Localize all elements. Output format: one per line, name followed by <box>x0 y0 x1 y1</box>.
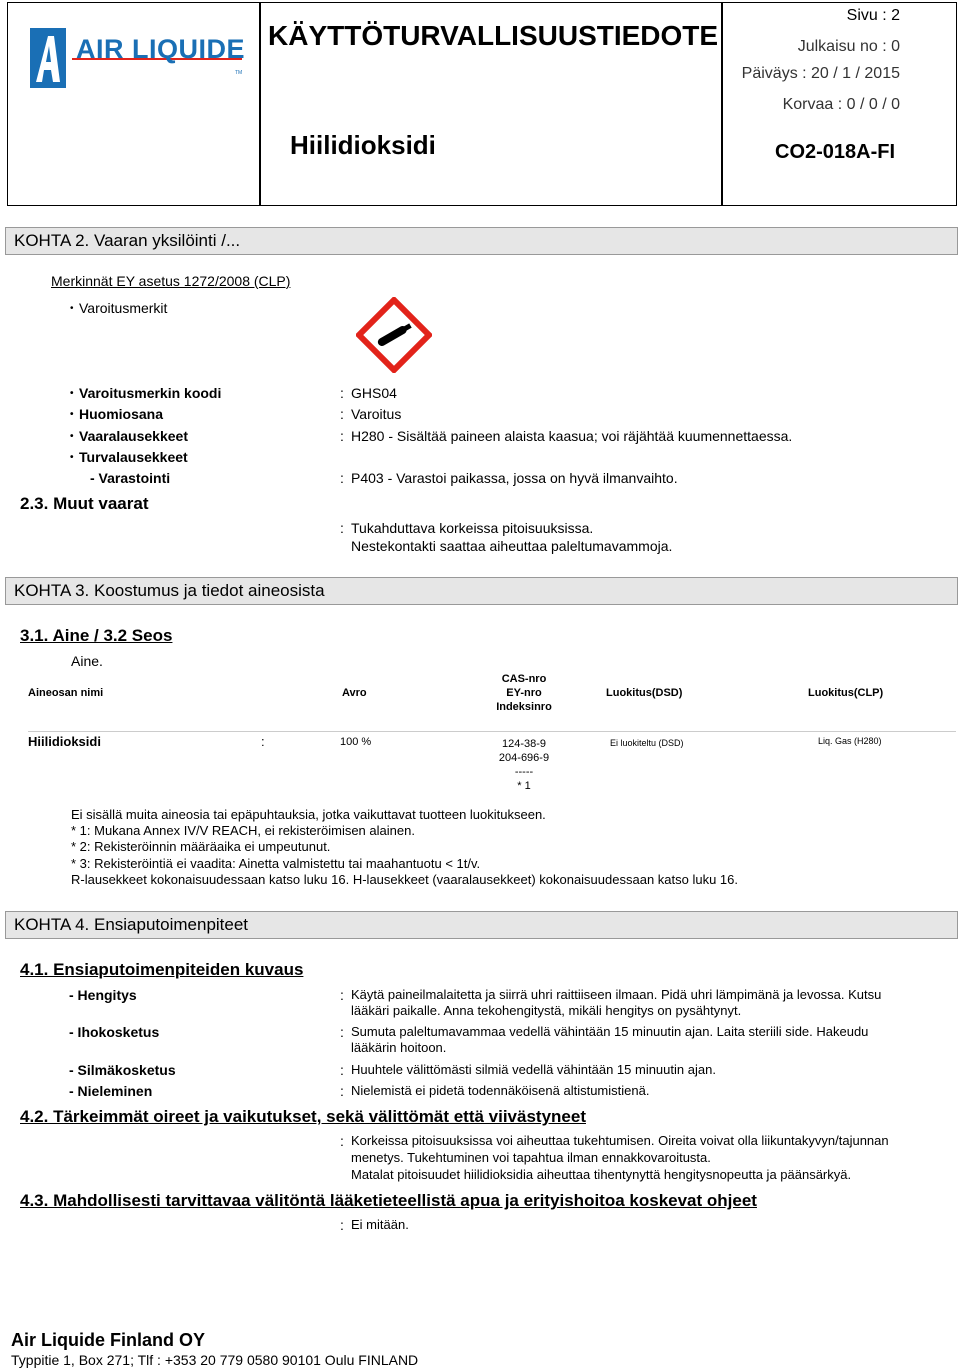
value-pictogram-code: GHS04 <box>351 385 397 401</box>
colon: : <box>340 428 344 444</box>
section-3-bar: KOHTA 3. Koostumus ja tiedot aineosista <box>5 577 958 605</box>
issue-date: Päiväys : 20 / 1 / 2015 <box>741 65 900 82</box>
ghs04-gas-cylinder-icon <box>356 297 432 373</box>
component-cas: 124-38-9 <box>501 738 547 750</box>
component-colon: : <box>261 734 265 749</box>
page-number: Sivu : 2 <box>846 7 900 24</box>
col-header-name: Aineosan nimi <box>28 687 104 699</box>
air-liquide-logo <box>30 28 245 88</box>
colon: : <box>340 1133 344 1149</box>
label-inhalation: - Hengitys <box>69 987 137 1003</box>
inhalation-text: lääkäri paikalle. Anna tekohengitystä, mikäli hengitys on pysähtynyt. <box>351 1003 742 1018</box>
clp-heading: Merkinnät EY asetus 1272/2008 (CLP) <box>51 273 291 289</box>
product-name: Hiilidioksidi <box>290 130 436 160</box>
composition-note: * 3: Rekisteröintiä ei vaadita: Ainetta valmistettu tai maahantuotu < 1t/v. <box>71 856 481 871</box>
first-aid-heading: 4.1. Ensiaputoimenpiteiden kuvaus <box>20 960 304 979</box>
edition-number: Julkaisu no : 0 <box>797 38 900 55</box>
document-title: KÄYTTÖTURVALLISUUSTIEDOTE <box>268 20 719 51</box>
col-header-dsd: Luokitus(DSD) <box>606 687 683 699</box>
label-storage: - Varastointi <box>90 470 171 486</box>
colon: : <box>340 385 344 401</box>
footer-company: Air Liquide Finland OY <box>11 1330 206 1350</box>
medical-attention-heading: 4.3. Mahdollisesti tarvittavaa välitöntä lääketieteellistä apua ja erityishoitoa koskevat ohjeet <box>20 1191 757 1210</box>
table-divider <box>28 731 956 732</box>
other-hazards-heading: 2.3. Muut vaarat <box>20 494 149 513</box>
value-storage: P403 - Varastoi paikassa, jossa on hyvä ilmanvaihto. <box>351 470 678 486</box>
colon: : <box>340 406 344 422</box>
substance-label: Aine. <box>71 653 103 669</box>
value-signal-word: Varoitus <box>351 406 402 422</box>
symptoms-heading: 4.2. Tärkeimmät oireet ja vaikutukset, sekä välittömät että viivästyneet <box>20 1107 586 1126</box>
section-4-bar: KOHTA 4. Ensiaputoimenpiteet <box>5 911 958 939</box>
component-index: ----- <box>514 766 534 778</box>
component-name: Hiilidioksidi <box>28 734 101 749</box>
col-header-clp: Luokitus(CLP) <box>808 687 884 699</box>
substance-heading: 3.1. Aine / 3.2 Seos <box>20 626 173 645</box>
component-note: * 1 <box>517 780 531 792</box>
label-eye-contact: - Silmäkosketus <box>69 1062 176 1078</box>
colon: : <box>340 987 344 1003</box>
colon: : <box>340 470 344 486</box>
pictograms-label: • Varoitusmerkit <box>79 300 167 316</box>
colon: : <box>340 1217 344 1233</box>
replaces-date: Korvaa : 0 / 0 / 0 <box>782 96 900 113</box>
label-ingestion: - Nieleminen <box>69 1083 153 1099</box>
composition-note: R-lausekkeet kokonaisuudessaan katso luku 16. H-lausekkeet (vaaralausekkeet) kokonaisuudessaan katso luku 16. <box>71 872 738 887</box>
eye-contact-text: Huuhtele välittömästi silmiä vedellä vähintään 15 minuutin ajan. <box>351 1062 716 1077</box>
label-precautionary: • Turvalausekkeet <box>79 449 188 465</box>
label-hazard-statements: • Vaaralausekkeet <box>79 428 188 444</box>
inhalation-text: Käytä paineilmalaitetta ja siirrä uhri raittiiseen ilmaan. Pidä uhri lämpimänä ja levossa. Kutsu <box>351 987 882 1002</box>
label-skin-contact: - Ihokosketus <box>69 1024 160 1040</box>
ingestion-text: Nielemistä ei pidetä todennäköisenä altistumistienä. <box>351 1083 650 1098</box>
colon: : <box>340 1083 344 1099</box>
col-header-cas: CAS-nro <box>501 673 547 685</box>
symptoms-text: Korkeissa pitoisuuksissa voi aiheuttaa tukehtumisen. Oireita voivat olla liikuntakyvyn/tajunnan <box>351 1133 889 1148</box>
logo-text: AIR LIQUIDE <box>76 34 246 64</box>
component-clp: Liq. Gas (H280) <box>818 736 882 746</box>
col-header-ec: EY-nro <box>506 687 542 699</box>
skin-contact-text: Sumuta paleltumavammaa vedellä vähintään 15 minuutin ajan. Laita steriili side. Hakeudu <box>351 1024 869 1039</box>
other-hazards-line: Tukahduttava korkeissa pitoisuuksissa. <box>351 520 594 536</box>
other-hazards-line: Nestekontakti saattaa aiheuttaa paleltumavammoja. <box>351 538 673 554</box>
composition-note: Ei sisällä muita aineosia tai epäpuhtauksia, jotka vaikuttavat tuotteen luokitukseen. <box>71 807 546 822</box>
header-divider <box>259 3 261 205</box>
symptoms-text: Matalat pitoisuudet hiilidioksidia aiheuttaa tihentynyttä hengitysnopeutta ja päänsärkyä. <box>351 1167 852 1182</box>
component-dsd: Ei luokiteltu (DSD) <box>610 738 684 748</box>
skin-contact-text: lääkärin hoitoon. <box>351 1040 447 1055</box>
footer-address: Typpitie 1, Box 271; Tlf : +353 20 779 0580 90101 Oulu FINLAND <box>11 1352 419 1368</box>
component-concentration: 100 % <box>340 736 372 748</box>
value-hazard-statements: H280 - Sisältää paineen alaista kaasua; voi räjähtää kuumennettaessa. <box>351 428 793 444</box>
section-2-bar: KOHTA 2. Vaaran yksilöinti /... <box>5 227 958 255</box>
col-header-conc: Avro <box>342 687 367 699</box>
colon: : <box>340 1062 344 1078</box>
label-pictogram-code: • Varoitusmerkin koodi <box>79 385 221 401</box>
col-header-index: Indeksinro <box>496 701 552 713</box>
composition-note: * 1: Mukana Annex IV/V REACH, ei rekisteröimisen alainen. <box>71 823 415 838</box>
logo-trademark: TM <box>235 70 243 76</box>
composition-note: * 2: Rekisteröinnin määräaika ei umpeutunut. <box>71 839 331 854</box>
document-code: CO2-018A-FI <box>775 141 896 163</box>
medical-attention-text: Ei mitään. <box>351 1217 409 1232</box>
colon: : <box>340 520 344 536</box>
component-ec: 204-696-9 <box>498 752 550 764</box>
symptoms-text: menetys. Tukehtuminen voi tapahtua ilman ennakkovaroitusta. <box>351 1150 711 1165</box>
label-signal-word: • Huomiosana <box>79 406 163 422</box>
header-divider <box>721 3 723 205</box>
colon: : <box>340 1024 344 1040</box>
